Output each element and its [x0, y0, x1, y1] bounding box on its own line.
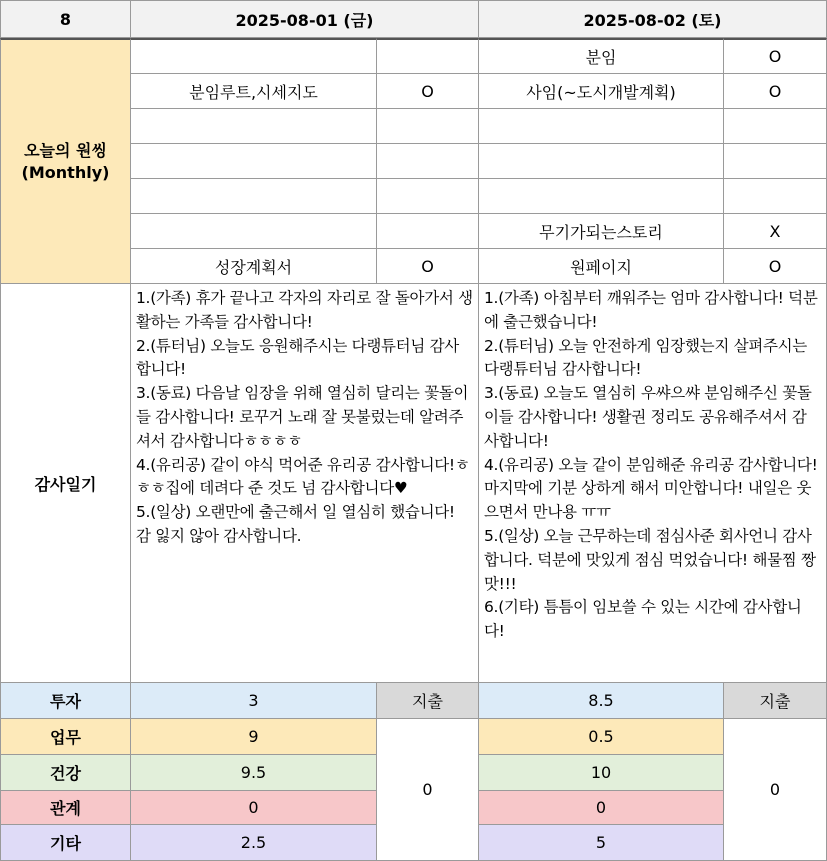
- day1-one-thing-mark[interactable]: O: [377, 74, 479, 109]
- day2-one-thing-mark[interactable]: [724, 179, 827, 214]
- day1-one-thing-mark[interactable]: O: [377, 249, 479, 284]
- day2-one-thing-task[interactable]: [479, 144, 724, 179]
- day1-one-thing-task[interactable]: [131, 38, 377, 74]
- gratitude-label[interactable]: 감사일기: [0, 284, 131, 683]
- day1-expense-label[interactable]: 지출: [377, 683, 479, 719]
- day1-etc-value[interactable]: 2.5: [131, 825, 377, 861]
- day1-gratitude-item: 2.(튜터님) 오늘도 응원해주시는 다랭튜터님 감사합니다!: [136, 336, 459, 379]
- day1-one-thing-task[interactable]: [131, 214, 377, 249]
- day2-one-thing-task[interactable]: 무기가되는스토리: [479, 214, 724, 249]
- day1-work-value[interactable]: 9: [131, 719, 377, 755]
- day1-gratitude-list: [136, 287, 473, 549]
- day1-one-thing-task[interactable]: 분임루트,시세지도: [131, 74, 377, 109]
- week-number[interactable]: 8: [0, 0, 131, 38]
- day2-gratitude-item: 1.(가족) 아침부터 깨워주는 엄마 감사합니다! 덕분에 출근했습니다!: [484, 289, 818, 331]
- day1-one-thing-mark[interactable]: [377, 179, 479, 214]
- relation-label[interactable]: 관계: [0, 791, 131, 825]
- day1-gratitude-item: 3.(동료) 다음날 임장을 위해 열심히 달리는 꽃돌이들 감사합니다! 로꾸거 노래 잘 못불렀는데 알려주셔서 감사합니다ㅎㅎㅎㅎ: [136, 384, 469, 450]
- day2-one-thing-mark[interactable]: [724, 109, 827, 144]
- day1-gratitude-item: 5.(일상) 오랜만에 출근해서 일 열심히 했습니다! 감 잃지 않아 감사합니다.: [136, 503, 455, 545]
- health-label[interactable]: 건강: [0, 755, 131, 791]
- day2-one-thing-mark[interactable]: X: [724, 214, 827, 249]
- day2-gratitude-list: [484, 287, 821, 644]
- day2-date-header[interactable]: 2025-08-02 (토): [479, 0, 827, 38]
- day1-gratitude-item: 4.(유리공) 같이 야식 먹어준 유리공 감사합니다!ㅎㅎㅎ집에 데려다 준 것도 넘 감사합니다♥: [136, 455, 470, 498]
- day1-relation-value[interactable]: 0: [131, 791, 377, 825]
- day1-one-thing-mark[interactable]: [377, 109, 479, 144]
- invest-label[interactable]: 투자: [0, 683, 131, 719]
- day2-one-thing-task[interactable]: 분임: [479, 38, 724, 74]
- day1-one-thing-task[interactable]: [131, 109, 377, 144]
- day2-relation-value[interactable]: 0: [479, 791, 724, 825]
- day2-one-thing-task[interactable]: 사임(~도시개발계획): [479, 74, 724, 109]
- day2-gratitude-item: 4.(유리공) 오늘 같이 분임해준 유리공 감사합니다! 마지막에 기분 상하게 해서 미안합니다! 내일은 웃으면서 만나용 ㅠㅠ: [484, 455, 818, 522]
- day1-health-value[interactable]: 9.5: [131, 755, 377, 791]
- one-thing-label[interactable]: [0, 38, 131, 284]
- one-thing-label-line1: 오늘의 원씽: [24, 140, 107, 160]
- day1-gratitude-cell[interactable]: [131, 284, 479, 683]
- day2-one-thing-mark[interactable]: [724, 144, 827, 179]
- day1-one-thing-mark[interactable]: [377, 144, 479, 179]
- day2-invest-value[interactable]: 8.5: [479, 683, 724, 719]
- day1-date-header[interactable]: 2025-08-01 (금): [131, 0, 479, 38]
- day2-gratitude-item: 5.(일상) 오늘 근무하는데 점심사준 회사언니 감사합니다. 덕분에 맛있게 점심 먹었습니다! 해물찜 짱맛!!!: [484, 526, 816, 593]
- day2-etc-value[interactable]: 5: [479, 825, 724, 861]
- day2-one-thing-task[interactable]: [479, 109, 724, 144]
- day1-expense-value[interactable]: 0: [377, 719, 479, 861]
- day1-one-thing-task[interactable]: 성장계획서: [131, 249, 377, 284]
- day1-one-thing-mark[interactable]: [377, 214, 479, 249]
- day2-expense-value[interactable]: 0: [724, 719, 827, 861]
- day1-invest-value[interactable]: 3: [131, 683, 377, 719]
- day2-one-thing-mark[interactable]: O: [724, 74, 827, 109]
- day2-gratitude-item: 2.(튜터님) 오늘 안전하게 임장했는지 살펴주시는 다랭튜터님 감사합니다!: [484, 336, 807, 379]
- day1-one-thing-mark[interactable]: [377, 38, 479, 74]
- one-thing-label-line2: (Monthly): [21, 162, 110, 182]
- day2-one-thing-task[interactable]: 원페이지: [479, 249, 724, 284]
- day1-one-thing-task[interactable]: [131, 144, 377, 179]
- day2-health-value[interactable]: 10: [479, 755, 724, 791]
- day2-one-thing-mark[interactable]: O: [724, 38, 827, 74]
- work-label[interactable]: 업무: [0, 719, 131, 755]
- day2-gratitude-item: 3.(동료) 오늘도 열심히 우쌰으쌰 분임해주신 꽃돌이들 감사합니다! 생활권 정리도 공유해주셔서 감사합니다!: [484, 384, 812, 450]
- day2-one-thing-task[interactable]: [479, 179, 724, 214]
- day1-gratitude-item: 1.(가족) 휴가 끝나고 각자의 자리로 잘 돌아가서 생활하는 가족들 감사합니다!: [136, 289, 473, 331]
- day1-one-thing-task[interactable]: [131, 179, 377, 214]
- etc-label[interactable]: 기타: [0, 825, 131, 861]
- day2-gratitude-cell[interactable]: [479, 284, 827, 683]
- day2-work-value[interactable]: 0.5: [479, 719, 724, 755]
- day2-one-thing-mark[interactable]: O: [724, 249, 827, 284]
- day2-expense-label[interactable]: 지출: [724, 683, 827, 719]
- day2-gratitude-item: 6.(기타) 틈틈이 임보쓸 수 있는 시간에 감사합니다!: [484, 598, 802, 641]
